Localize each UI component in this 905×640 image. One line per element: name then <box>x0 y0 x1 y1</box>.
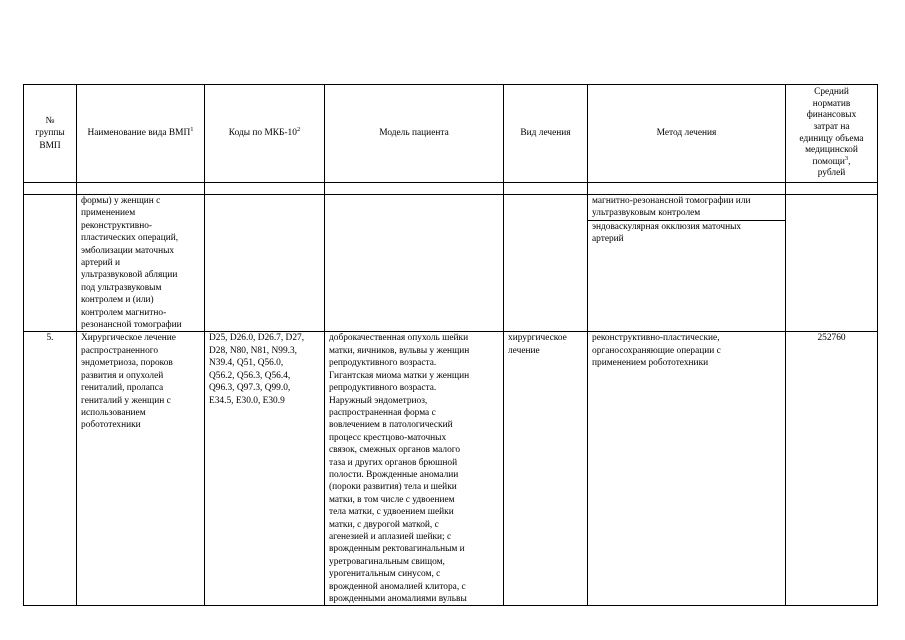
header-cost-text: Средний норматив финансовых затрат на единицу объема медицинской помощи <box>799 87 864 167</box>
header-cost-unit: рублей <box>817 168 846 179</box>
table-row <box>24 195 878 332</box>
group-number: 5. <box>24 332 77 606</box>
icd-codes: D25, D26.0, D26.7, D27, D28, N80, N81, N99.3, N39.4, Q51, Q56.0, Q56.2, Q56.3, Q56.4, Q96.3, Q97.3, Q99.0, E34.5, E30.0, E30.9 <box>205 332 325 606</box>
group-number <box>24 195 77 332</box>
header-cost-standard: Средний норматив финансовых затрат на единицу объема медицинской помощи$^3$, рублей <box>786 85 878 183</box>
medical-care-table <box>23 84 878 606</box>
treatment-method <box>588 332 786 606</box>
header-treatment-method: Метод лечения <box>588 85 786 183</box>
vmp-name: формы) у женщин с применением реконструктивно- пластических операций, эмболизации маточных артерий и ультразвуковой абляции под ультразвуковым контролем и (или) контролем магнитно- резонансной томографии <box>77 195 205 332</box>
header-vmp-name-text: Наименование вида ВМП <box>87 128 191 139</box>
patient-model <box>325 195 504 332</box>
icd-codes <box>205 195 325 332</box>
treatment-method <box>588 195 786 332</box>
vmp-name: Хирургическое лечение распространенного эндометриоза, пороков развития и опухолей гениталий, пролапса гениталий у женщин с использованием робототехники <box>77 332 205 606</box>
header-row <box>24 85 878 183</box>
treatment-method-part: реконструктивно-пластические, органосохраняющие операции с применением робототехники <box>592 333 721 369</box>
table-row <box>24 332 878 606</box>
treatment-method-part: эндоваскулярная окклюзия маточных артерий <box>588 220 785 246</box>
header-spacer-row <box>24 183 878 195</box>
header-treatment-type: Вид лечения <box>504 85 588 183</box>
cost-standard: 252760 <box>786 332 878 606</box>
treatment-type: хирургическое лечение <box>504 332 588 606</box>
footnote-2: 2 <box>296 126 301 134</box>
header-group-number: № группы ВМП <box>24 85 77 183</box>
header-vmp-name <box>77 85 205 183</box>
footnote-1: 1 <box>190 126 194 134</box>
footnote-3: 3 <box>844 154 849 162</box>
cost-standard <box>786 195 878 332</box>
patient-model: доброкачественная опухоль шейки матки, яичников, вульвы у женщин репродуктивного возраста. Гигантская миома матки у женщин репродуктивного возраста. Наружный эндометриоз, распространенная форма с вовлечением в патологический процесс крестцово-маточных связок, смежных органов малого таза и других органов брюшной полости. Врожденные аномалии (пороки развития) тела и шейки матки, в том числе с удвоением тела матки, с удвоением шейки матки, с двурогой маткой, с агенезией и аплазией шейки; с врожденным ректовагинальным и уретровагинальным свищом, урогенитальным синусом, с врожденной аномалией клитора, с врожденными аномалиями вульвы <box>325 332 504 606</box>
header-icd-codes <box>205 85 325 183</box>
treatment-type <box>504 195 588 332</box>
header-patient-model: Модель пациента <box>325 85 504 183</box>
treatment-method-part: магнитно-резонансной томографии или ультразвуковым контролем <box>592 196 751 219</box>
header-icd-codes-text: Коды по МКБ-10 <box>228 128 297 139</box>
